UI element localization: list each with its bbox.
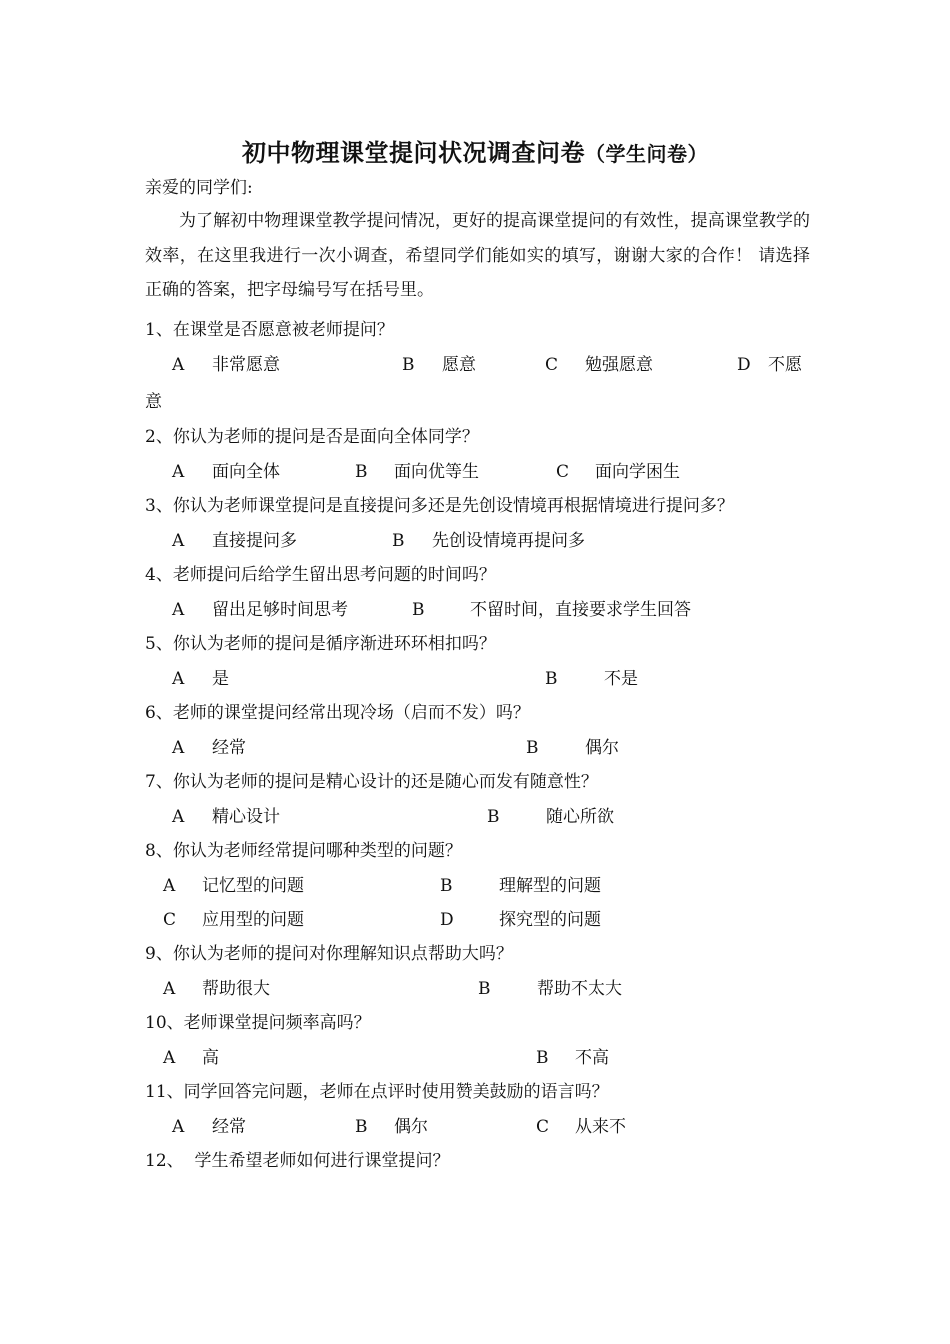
q6-option-a-letter: A (172, 738, 185, 758)
q1-option-d-text: 不愿 (768, 355, 802, 375)
q1-option-a-letter: A (172, 355, 185, 375)
q1-option-a-text: 非常愿意 (212, 355, 280, 375)
question-11: 11、同学回答完问题，老师在点评时使用赞美鼓励的语言吗？ (145, 1082, 609, 1102)
q5-option-a-text: 是 (212, 669, 229, 689)
q2-option-c-letter: C (556, 462, 570, 482)
greeting: 亲爱的同学们: (145, 178, 253, 198)
q9-option-b-text: 帮助不太大 (537, 979, 622, 999)
page-title (0, 133, 950, 168)
q4-option-a-text: 留出足够时间思考 (212, 600, 348, 620)
question-5: 5、你认为老师的提问是循序渐进环环相扣吗？ (145, 634, 496, 654)
q3-option-a-text: 直接提问多 (212, 531, 297, 551)
q8-option-d-text: 探究型的问题 (499, 910, 601, 930)
q7-option-a-text: 精心设计 (212, 807, 280, 827)
q1-option-c-text: 勉强愿意 (585, 355, 653, 375)
q2-option-a-text: 面向全体 (212, 462, 280, 482)
q8-option-c-letter: C (163, 910, 177, 930)
q1-option-d-wrap: 意 (145, 392, 162, 412)
q7-option-b-text: 随心所欲 (546, 807, 614, 827)
q5-option-a-letter: A (172, 669, 185, 689)
q4-option-b-text: 不留时间，直接要求学生回答 (470, 600, 691, 620)
q1-option-d-letter: D (737, 355, 751, 375)
q6-option-a-text: 经常 (212, 738, 246, 758)
question-10: 10、老师课堂提问频率高吗？ (145, 1013, 371, 1033)
q3-option-b-letter: B (392, 531, 405, 551)
question-7: 7、你认为老师的提问是精心设计的还是随心而发有随意性？ (145, 772, 598, 792)
q5-option-b-letter: B (545, 669, 558, 689)
q8-option-a-letter: A (163, 876, 176, 896)
q8-option-c-text: 应用型的问题 (202, 910, 304, 930)
q2-option-c-text: 面向学困生 (595, 462, 680, 482)
question-9: 9、你认为老师的提问对你理解知识点帮助大吗？ (145, 944, 513, 964)
question-1: 1、在课堂是否愿意被老师提问？ (145, 320, 394, 340)
q9-option-a-letter: A (163, 979, 176, 999)
q5-option-b-text: 不是 (604, 669, 638, 689)
q3-option-b-text: 先创设情境再提问多 (432, 531, 585, 551)
q2-option-a-letter: A (172, 462, 185, 482)
q11-option-b-text: 偶尔 (394, 1117, 428, 1137)
q9-option-a-text: 帮助很大 (202, 979, 270, 999)
q11-option-a-letter: A (172, 1117, 185, 1137)
q10-option-b-letter: B (536, 1048, 549, 1068)
question-6: 6、老师的课堂提问经常出现冷场（启而不发）吗？ (145, 703, 530, 723)
q8-option-d-letter: D (440, 910, 454, 930)
intro-paragraph: 为了解初中物理课堂教学提问情况，更好的提高课堂提问的有效性，提高课堂教学的效率，在这里我进行一次小调查，希望同学们能如实的填写，谢谢大家的合作！ 请选择正确的答案，把字母编号写在括号里。 (145, 211, 810, 300)
q4-option-a-letter: A (172, 600, 185, 620)
q8-option-a-text: 记忆型的问题 (202, 876, 304, 896)
question-4: 4、老师提问后给学生留出思考问题的时间吗？ (145, 565, 496, 585)
q11-option-c-text: 从来不 (575, 1117, 626, 1137)
q2-option-b-letter: B (355, 462, 368, 482)
q4-option-b-letter: B (412, 600, 425, 620)
title-main: 初中物理课堂提问状况调查问卷 (242, 138, 585, 167)
q2-option-b-text: 面向优等生 (394, 462, 479, 482)
q9-option-b-letter: B (478, 979, 491, 999)
q10-option-a-text: 高 (202, 1048, 219, 1068)
q1-option-b-text: 愿意 (442, 355, 476, 375)
q7-option-b-letter: B (487, 807, 500, 827)
q6-option-b-text: 偶尔 (585, 738, 619, 758)
title-suffix: （学生问卷） (585, 142, 708, 166)
q6-option-b-letter: B (526, 738, 539, 758)
q1-option-c-letter: C (545, 355, 559, 375)
question-3: 3、你认为老师课堂提问是直接提问多还是先创设情境再根据情境进行提问多？ (145, 496, 734, 516)
question-2: 2、你认为老师的提问是否是面向全体同学？ (145, 427, 479, 447)
q11-option-a-text: 经常 (212, 1117, 246, 1137)
question-12: 12、 学生希望老师如何进行课堂提问？ (145, 1151, 450, 1171)
q1-option-b-letter: B (402, 355, 415, 375)
q8-option-b-text: 理解型的问题 (499, 876, 601, 896)
q10-option-b-text: 不高 (575, 1048, 609, 1068)
q10-option-a-letter: A (163, 1048, 176, 1068)
q11-option-b-letter: B (355, 1117, 368, 1137)
question-8: 8、你认为老师经常提问哪种类型的问题？ (145, 841, 462, 861)
q7-option-a-letter: A (172, 807, 185, 827)
q11-option-c-letter: C (536, 1117, 550, 1137)
q8-option-b-letter: B (440, 876, 453, 896)
q3-option-a-letter: A (172, 531, 185, 551)
